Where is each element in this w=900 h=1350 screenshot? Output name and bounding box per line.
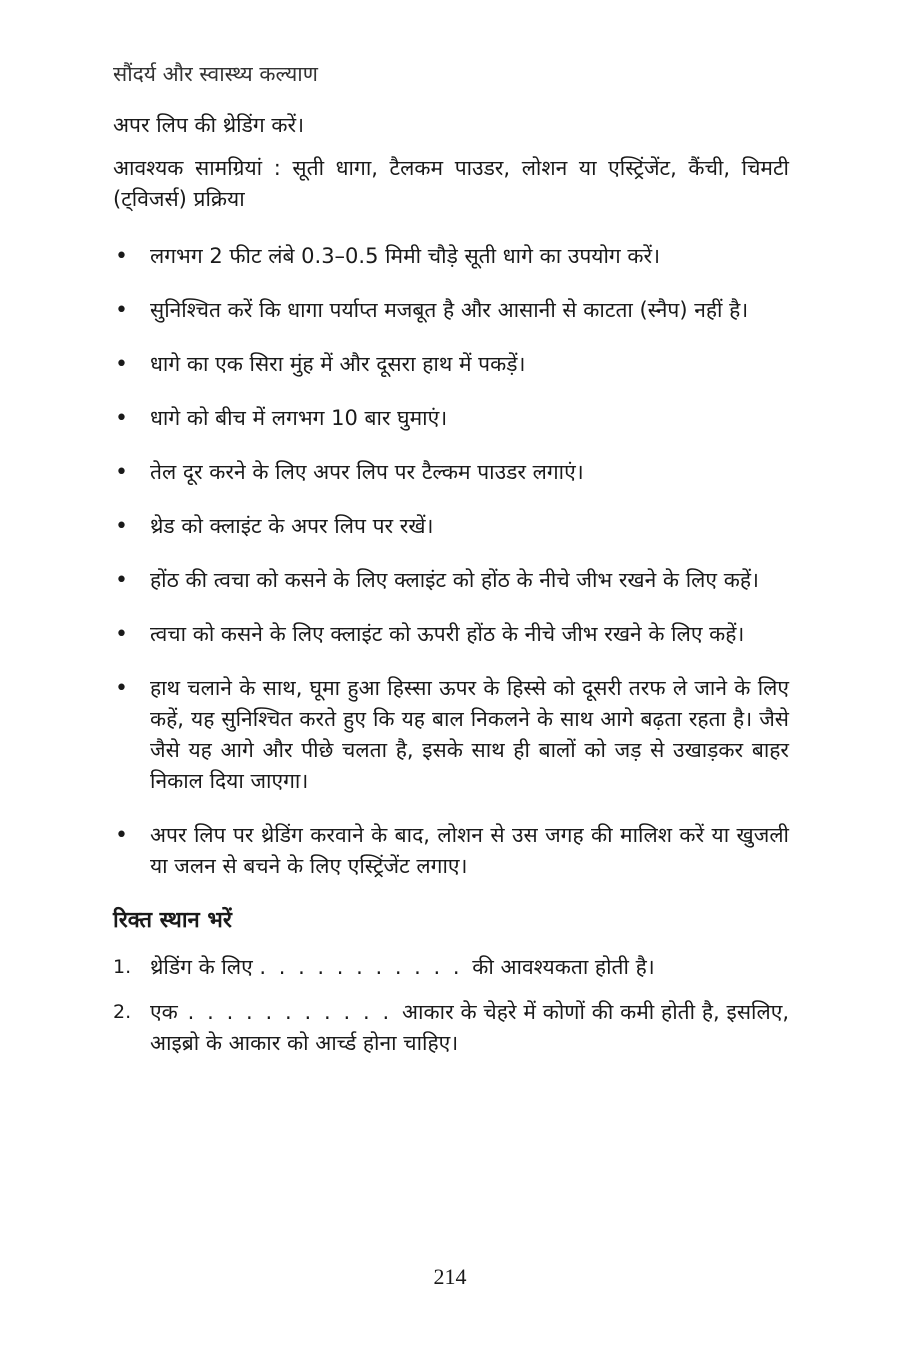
list-item — [113, 241, 789, 272]
list-item — [113, 349, 789, 380]
bullet-icon: • — [115, 244, 128, 269]
list-item — [113, 295, 789, 326]
list-item-text: तेल दूर करने के लिए अपर लिप पर टैल्कम पाउडर लगाएं। — [150, 460, 584, 484]
list-item — [113, 565, 789, 596]
list-item-text: सुनिश्चित करें कि धागा पर्याप्त मजबूत है और आसानी से काटता (स्नैप) नहीं है। — [150, 298, 749, 322]
bullet-icon: • — [115, 622, 128, 647]
materials-paragraph: आवश्यक सामग्रियां : सूती धागा, टैलकम पाउडर, लोशन या एस्ट्रिंजेंट, कैंची, चिमटी (ट्विजर्स) प्रक्रिया — [113, 156, 789, 211]
list-item — [113, 403, 789, 434]
section-heading: रिक्त स्थान भरें — [113, 908, 232, 933]
page-number: 214 — [433, 1264, 467, 1289]
question-item — [113, 952, 789, 983]
question-item — [113, 997, 789, 1059]
list-item-text: हाथ चलाने के साथ, घूमा हुआ हिस्सा ऊपर के हिस्से को दूसरी तरफ ले जाने के लिए कहें, यह सुनिश्चित करते हुए कि यह बाल निकलने के साथ आगे बढ़ता रहता है। जैसे जैसे यह आगे और पीछे चलता है, इसके साथ ही बालों को जड़ से उखाड़कर बाहर निकाल दिया जाएगा। — [150, 676, 789, 793]
list-item — [113, 673, 789, 797]
list-item-text: धागे का एक सिरा मुंह में और दूसरा हाथ में पकड़ें। — [150, 352, 526, 376]
question-text-after: की आवश्यकता होती है। — [472, 955, 655, 979]
page-content — [113, 110, 789, 1073]
question-number: 2. — [113, 1001, 132, 1023]
list-item-text: होंठ की त्वचा को कसने के लिए क्लाइंट को होंठ के नीचे जीभ रखने के लिए कहें। — [150, 568, 759, 592]
list-item-text: त्वचा को कसने के लिए क्लाइंट को ऊपरी होंठ के नीचे जीभ रखने के लिए कहें। — [150, 622, 745, 646]
running-header: सौंदर्य और स्वास्थ्य कल्याण — [113, 62, 318, 86]
list-item — [113, 457, 789, 488]
blank-dots: . . . . . . . . . . . — [259, 955, 473, 979]
intro-line: अपर लिप की थ्रेडिंग करें। — [113, 113, 305, 137]
question-text-after: आकार के चेहरे में कोणों की कमी होती है, इसलिए, आइब्रो के आकार को आर्च्ड होना चाहिए। — [150, 1000, 789, 1055]
bullet-icon: • — [115, 298, 128, 323]
question-text-before: एक — [150, 1000, 178, 1024]
question-text-before: थ्रेडिंग के लिए — [150, 955, 260, 979]
list-item-text: धागे को बीच में लगभग 10 बार घुमाएं। — [150, 406, 448, 430]
question-number: 1. — [113, 956, 132, 978]
procedure-list — [113, 241, 789, 882]
blank-dots: . . . . . . . . . . . — [177, 1000, 403, 1024]
bullet-icon: • — [115, 568, 128, 593]
bullet-icon: • — [115, 460, 128, 485]
bullet-icon: • — [115, 406, 128, 431]
bullet-icon: • — [115, 823, 128, 848]
bullet-icon: • — [115, 676, 128, 701]
list-item — [113, 619, 789, 650]
list-item — [113, 511, 789, 542]
bullet-icon: • — [115, 352, 128, 377]
list-item-text: अपर लिप पर थ्रेडिंग करवाने के बाद, लोशन से उस जगह की मालिश करें या खुजली या जलन से बचने के लिए एस्ट्रिंजेंट लगाए। — [150, 823, 789, 878]
list-item-text: थ्रेड को क्लाइंट के अपर लिप पर रखें। — [150, 514, 434, 538]
list-item-text: लगभग 2 फीट लंबे 0.3–0.5 मिमी चौड़े सूती धागे का उपयोग करें। — [150, 244, 661, 268]
list-item — [113, 820, 789, 882]
bullet-icon: • — [115, 514, 128, 539]
fill-blanks-list — [113, 952, 789, 1059]
